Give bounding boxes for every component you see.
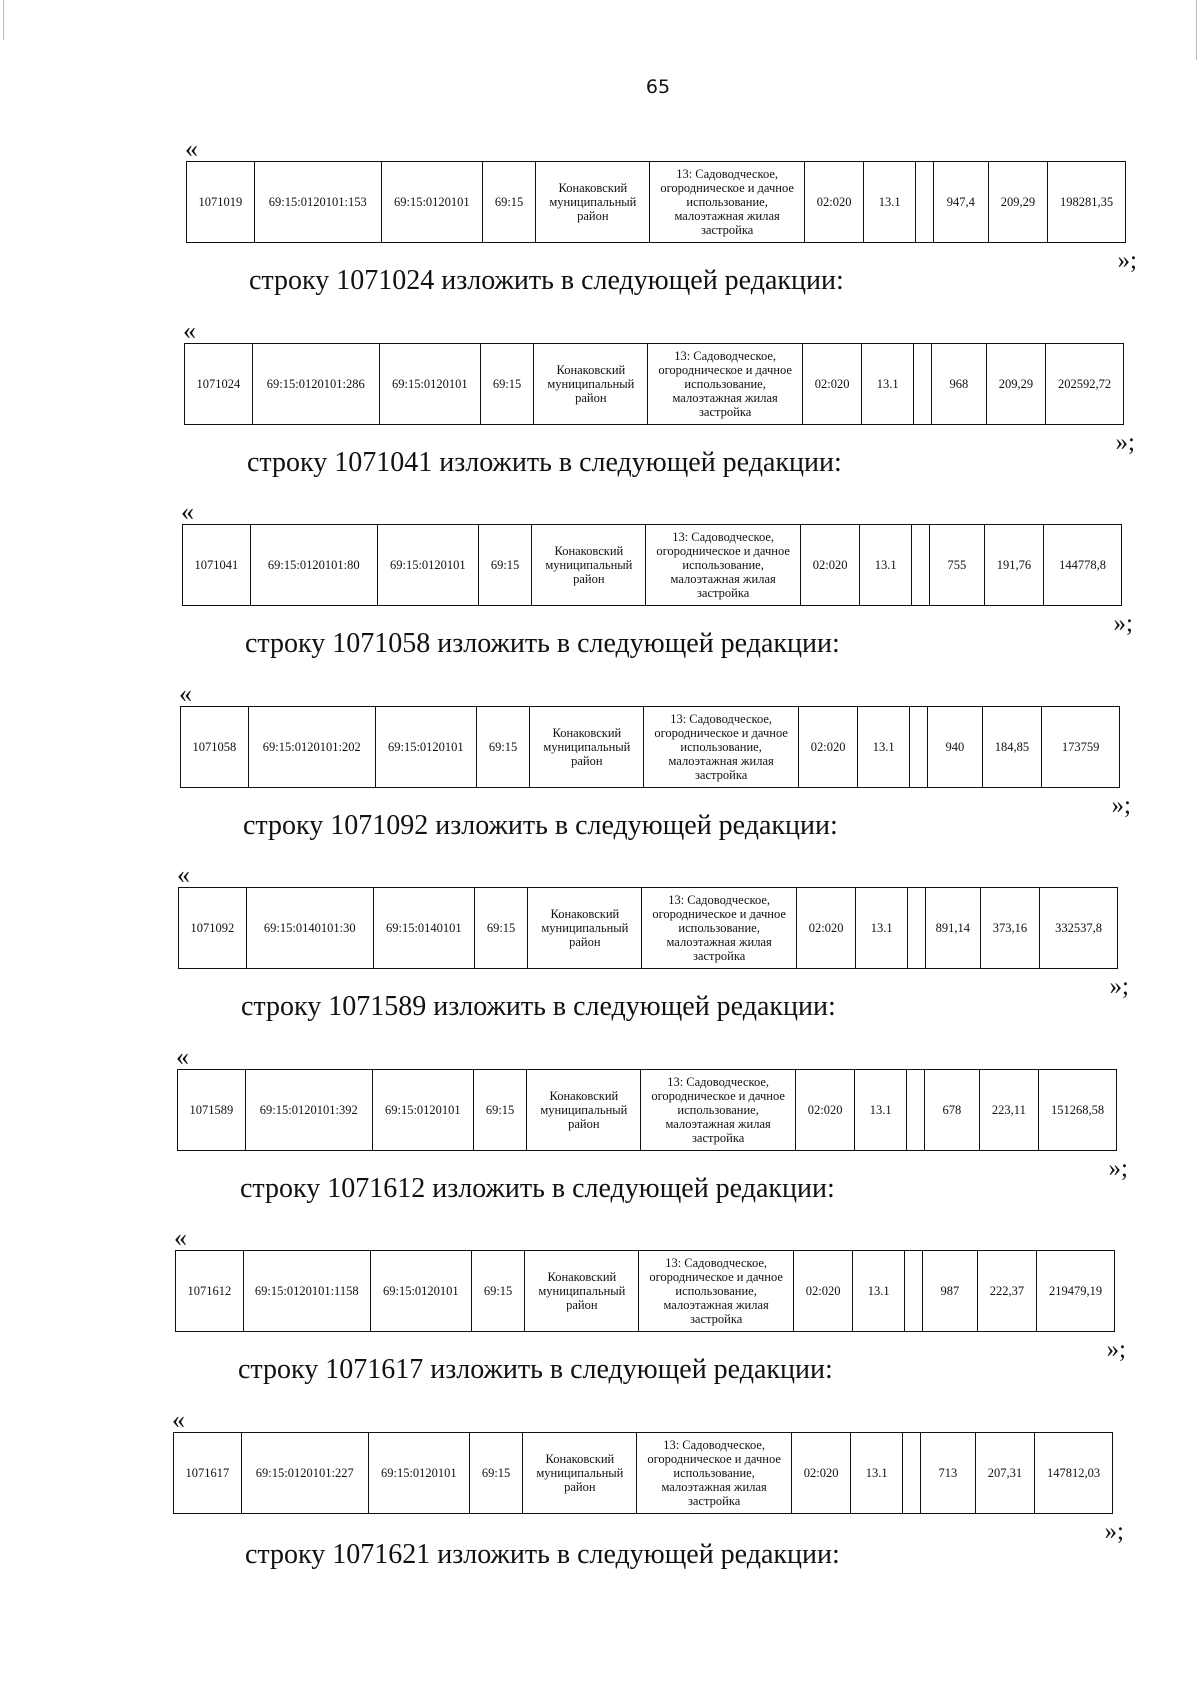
cell-cadastral-quarter: 69:15:0120101 [370,1251,471,1332]
cell-row-number: 1071019 [187,162,255,243]
cell-land-use: 13: Садоводческое, огородническое и дачное использование, малоэтажная жилая застройка [642,888,796,969]
cell-cadastral-quarter: 69:15:0120101 [368,1433,469,1514]
cell-land-use: 13: Садоводческое, огородническое и дачное использование, малоэтажная жилая застройка [639,1251,793,1332]
open-quote: « [172,1405,185,1434]
table-row [187,162,1126,243]
cell-row-number: 1071058 [181,707,249,788]
cell-municipality: Конаковский муниципальный район [523,1433,637,1514]
cell-row-number: 1071041 [183,525,251,606]
record-table [182,524,1122,606]
cell-code: 02:020 [796,888,856,969]
cell-cadastral-quarter: 69:15:0120101 [375,707,476,788]
open-quote: « [183,316,196,345]
table-row [185,344,1124,425]
close-quote: »; [1109,973,1129,1000]
cell-group: 13.1 [862,344,913,425]
close-quote: »; [1108,1155,1128,1182]
amendment-section [169,862,1200,1043]
cell-cadastral-quarter: 69:15:0120101 [377,525,478,606]
cell-land-use: 13: Садоводческое, огородническое и дачное использование, малоэтажная жилая застройка [644,707,798,788]
cell-municipality: Конаковский муниципальный район [525,1251,639,1332]
record-table [184,343,1124,425]
cell-cadastral-value: 219479,19 [1037,1251,1115,1332]
cell-area: 755 [930,525,985,606]
open-quote: « [174,1223,187,1252]
cell-cadastral-number: 69:15:0120101:227 [241,1433,368,1514]
record-table [175,1250,1115,1332]
open-quote: « [176,1042,189,1071]
cell-cadastral-district: 69:15 [473,1070,527,1151]
instruction-line: строку 1071617 изложить в следующей редакции: [238,1354,833,1385]
cell-land-use: 13: Садоводческое, огородническое и дачное использование, малоэтажная жилая застройка [650,162,804,243]
cell-land-use: 13: Садоводческое, огородническое и дачное использование, малоэтажная жилая застройка [637,1433,791,1514]
record-table [178,887,1118,969]
cell-cadastral-value: 147812,03 [1035,1433,1113,1514]
instruction-line: строку 1071612 изложить в следующей редакции: [240,1173,835,1204]
cell-row-number: 1071589 [178,1070,246,1151]
cell-cadastral-district: 69:15 [480,344,534,425]
amendment-section [171,681,1200,862]
cell-land-use: 13: Садоводческое, огородническое и дачное использование, малоэтажная жилая застройка [648,344,802,425]
open-quote: « [177,860,190,889]
cell-area: 968 [932,344,987,425]
cell-cadastral-number: 69:15:0120101:1158 [243,1251,370,1332]
instruction-line: строку 1071092 изложить в следующей редакции: [243,810,838,841]
cell-empty [915,162,933,243]
table-row [181,707,1120,788]
cell-cadastral-number: 69:15:0120101:392 [245,1070,372,1151]
cell-cadastral-value: 151268,58 [1039,1070,1117,1151]
scan-edge-right [1196,0,1197,60]
amendment-section [166,1225,1200,1406]
close-quote: »; [1106,1336,1126,1363]
amendment-section [177,136,1200,317]
cell-code: 02:020 [800,525,860,606]
close-quote: »; [1104,1518,1124,1545]
cell-cadastral-number: 69:15:0140101:30 [246,888,373,969]
cell-municipality: Конаковский муниципальный район [536,162,650,243]
cell-group: 13.1 [856,888,907,969]
amendment-section [173,499,1200,680]
close-quote: »; [1113,610,1133,637]
record-table [180,706,1120,788]
open-quote: « [185,134,198,163]
cell-cadastral-district: 69:15 [478,525,532,606]
cell-code: 02:020 [798,707,858,788]
table-row [176,1251,1115,1332]
cell-area: 987 [923,1251,978,1332]
cell-specific-value: 222,37 [977,1251,1037,1332]
cell-group: 13.1 [864,162,915,243]
record-table [177,1069,1117,1151]
cell-land-use: 13: Садоводческое, огородническое и дачное использование, малоэтажная жилая застройка [641,1070,795,1151]
close-quote: »; [1117,247,1137,274]
cell-group: 13.1 [860,525,911,606]
cell-code: 02:020 [804,162,864,243]
cell-code: 02:020 [793,1251,853,1332]
cell-row-number: 1071092 [179,888,247,969]
cell-empty [902,1433,920,1514]
cell-specific-value: 207,31 [975,1433,1035,1514]
cell-cadastral-quarter: 69:15:0120101 [379,344,480,425]
cell-cadastral-quarter: 69:15:0140101 [373,888,474,969]
cell-cadastral-district: 69:15 [474,888,528,969]
amendment-section [168,1044,1200,1225]
cell-row-number: 1071617 [174,1433,242,1514]
cell-cadastral-number: 69:15:0120101:80 [250,525,377,606]
open-quote: « [181,497,194,526]
cell-cadastral-quarter: 69:15:0120101 [381,162,482,243]
cell-empty [909,707,927,788]
cell-row-number: 1071612 [176,1251,244,1332]
cell-cadastral-value: 332537,8 [1040,888,1118,969]
cell-specific-value: 191,76 [984,525,1044,606]
cell-municipality: Конаковский муниципальный район [528,888,642,969]
cell-cadastral-number: 69:15:0120101:286 [252,344,379,425]
instruction-line: строку 1071058 изложить в следующей редакции: [245,628,840,659]
cell-cadastral-number: 69:15:0120101:202 [248,707,375,788]
instruction-line: строку 1071041 изложить в следующей редакции: [247,447,842,478]
cell-cadastral-number: 69:15:0120101:153 [254,162,381,243]
instruction-line: строку 1071024 изложить в следующей редакции: [249,265,844,296]
cell-empty [911,525,929,606]
table-row [178,1070,1117,1151]
table-row [183,525,1122,606]
cell-area: 947,4 [934,162,989,243]
cell-municipality: Конаковский муниципальный район [527,1070,641,1151]
page-number: 65 [645,76,671,98]
amendment-section [175,318,1200,499]
open-quote: « [179,679,192,708]
cell-specific-value: 373,16 [980,888,1040,969]
cell-specific-value: 209,29 [988,162,1048,243]
table-row [179,888,1118,969]
cell-cadastral-district: 69:15 [469,1433,523,1514]
table-row [174,1433,1113,1514]
cell-area: 891,14 [926,888,981,969]
cell-cadastral-quarter: 69:15:0120101 [372,1070,473,1151]
cell-cadastral-value: 202592,72 [1046,344,1124,425]
scan-edge-left [3,0,4,40]
cell-empty [906,1070,924,1151]
cell-area: 940 [928,707,983,788]
close-quote: »; [1115,429,1135,456]
cell-code: 02:020 [802,344,862,425]
cell-cadastral-value: 173759 [1042,707,1120,788]
cell-specific-value: 184,85 [982,707,1042,788]
cell-group: 13.1 [855,1070,906,1151]
cell-area: 678 [925,1070,980,1151]
cell-empty [913,344,931,425]
cell-empty [904,1251,922,1332]
cell-empty [907,888,925,969]
cell-cadastral-value: 198281,35 [1048,162,1126,243]
cell-specific-value: 209,29 [986,344,1046,425]
instruction-line: строку 1071589 изложить в следующей редакции: [241,991,836,1022]
cell-row-number: 1071024 [185,344,253,425]
final-instruction: строку 1071621 изложить в следующей редакции: [245,1539,840,1570]
cell-cadastral-district: 69:15 [471,1251,525,1332]
cell-group: 13.1 [851,1433,902,1514]
cell-code: 02:020 [795,1070,855,1151]
cell-code: 02:020 [791,1433,851,1514]
cell-specific-value: 223,11 [979,1070,1039,1151]
cell-group: 13.1 [853,1251,904,1332]
cell-land-use: 13: Садоводческое, огородническое и дачное использование, малоэтажная жилая застройка [646,525,800,606]
cell-municipality: Конаковский муниципальный район [532,525,646,606]
cell-municipality: Конаковский муниципальный район [530,707,644,788]
cell-cadastral-value: 144778,8 [1044,525,1122,606]
cell-cadastral-district: 69:15 [482,162,536,243]
cell-cadastral-district: 69:15 [476,707,530,788]
record-table [173,1432,1113,1514]
cell-municipality: Конаковский муниципальный район [534,344,648,425]
cell-group: 13.1 [858,707,909,788]
close-quote: »; [1111,792,1131,819]
record-table [186,161,1126,243]
cell-area: 713 [921,1433,976,1514]
